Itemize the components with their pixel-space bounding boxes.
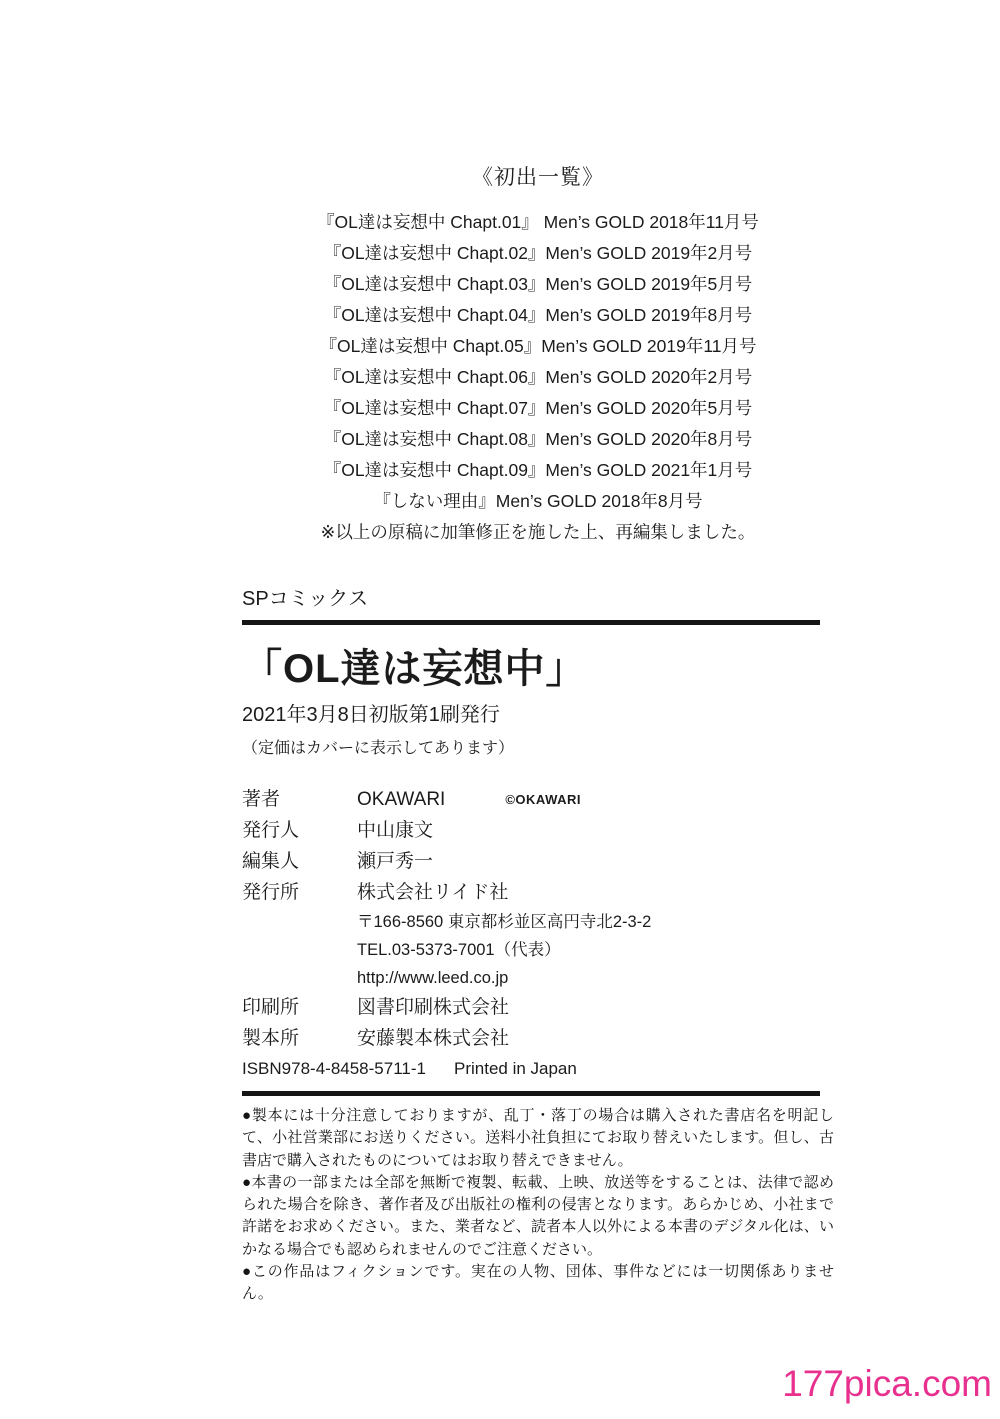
credit-row-publishing-house <box>242 877 834 908</box>
credit-row-editor <box>242 846 834 877</box>
credit-value: 瀬戸秀一 <box>357 851 434 872</box>
credit-label: 製本所 <box>242 1028 300 1049</box>
printed-in-japan: Printed in Japan <box>453 1059 577 1078</box>
credit-label: 発行所 <box>242 882 300 903</box>
legal-notes-section <box>242 1105 834 1306</box>
series-label: SPコミックス <box>242 588 369 610</box>
publisher-url: http://www.leed.co.jp <box>357 969 509 987</box>
credit-value: 中山康文 <box>357 820 434 841</box>
credit-value: 安藤製本株式会社 <box>357 1028 510 1049</box>
publisher-phone: TEL.03-5373-7001（代表） <box>357 941 561 959</box>
publication-entry-8: 『OL達は妄想中 Chapt.08』Men’s GOLD 2020年8月号 <box>323 429 753 449</box>
publication-entry-10: 『しない理由』Men’s GOLD 2018年8月号 <box>373 491 703 511</box>
credit-row-binder <box>242 1023 834 1054</box>
divider-rule-bottom <box>242 1091 820 1096</box>
isbn-number: ISBN978-4-8458-5711-1 <box>242 1059 426 1078</box>
credit-row-printer <box>242 992 834 1023</box>
credit-value: 図書印刷株式会社 <box>357 997 510 1018</box>
copyright-notice: ©OKAWARI <box>505 792 582 807</box>
isbn-row <box>242 1054 834 1084</box>
credit-value: 株式会社リイド社 <box>357 882 509 903</box>
watermark: 177pica.com <box>782 1363 992 1404</box>
content-column <box>242 0 834 1306</box>
credit-label: 印刷所 <box>242 997 300 1018</box>
publication-entry-7: 『OL達は妄想中 Chapt.07』Men’s GOLD 2020年5月号 <box>323 398 753 418</box>
publication-entry-3: 『OL達は妄想中 Chapt.03』Men’s GOLD 2019年5月号 <box>323 274 753 294</box>
colophon-section <box>242 587 834 1096</box>
credit-label: 編集人 <box>242 851 300 872</box>
print-date: 2021年3月8日初版第1刷発行 <box>242 704 500 726</box>
publication-entry-6: 『OL達は妄想中 Chapt.06』Men’s GOLD 2020年2月号 <box>323 367 753 387</box>
legal-paragraph-copyright: ●本書の一部または全部を無断で複製、転載、上映、放送等をすることは、法律で認められた場合を除き、著作者及び出版社の権利の侵害となります。あらかじめ、小社まで許諾をお求めください。また、業者など、読者本人以外による本書のデジタル化は、いかなる場合でも認められませんのでご注意ください。 <box>242 1174 834 1258</box>
publication-entry-2: 『OL達は妄想中 Chapt.02』Men’s GOLD 2019年2月号 <box>323 243 753 263</box>
publication-entry-5: 『OL達は妄想中 Chapt.05』Men’s GOLD 2019年11月号 <box>319 336 757 356</box>
first-publication-section <box>242 0 834 548</box>
credit-value: OKAWARI <box>357 789 446 810</box>
credit-row-author <box>242 784 834 815</box>
publisher-address: 〒166-8560 東京都杉並区高円寺北2-3-2 <box>357 913 652 931</box>
legal-paragraph-fiction: ●この作品はフィクションです。実在の人物、団体、事件などには一切関係ありません。 <box>242 1264 834 1303</box>
revision-note: ※以上の原稿に加筆修正を施した上、再編集しました。 <box>320 522 756 542</box>
first-publication-title: 《初出一覧》 <box>472 166 604 189</box>
credit-label: 著者 <box>242 789 281 810</box>
legal-paragraph-returns: ●製本には十分注意しておりますが、乱丁・落丁の場合は購入された書店名を明記して、小社営業部にお送りください。送料小社負担にてお取り替えいたします。但し、古書店で購入されたものについてはお取り替えできません。 <box>242 1108 834 1169</box>
price-note: （定価はカバーに表示してあります） <box>242 740 515 757</box>
credit-row-publisher-person <box>242 815 834 846</box>
publication-entry-9: 『OL達は妄想中 Chapt.09』Men’s GOLD 2021年1月号 <box>323 460 753 480</box>
divider-rule-top <box>242 620 820 625</box>
publication-entry-1: 『OL達は妄想中 Chapt.01』 Men’s GOLD 2018年11月号 <box>317 212 759 232</box>
credit-label: 発行人 <box>242 820 300 841</box>
book-title: 「OL達は妄想中」 <box>242 647 587 691</box>
credits-block <box>242 784 834 1054</box>
publication-entry-4: 『OL達は妄想中 Chapt.04』Men’s GOLD 2019年8月号 <box>323 305 753 325</box>
